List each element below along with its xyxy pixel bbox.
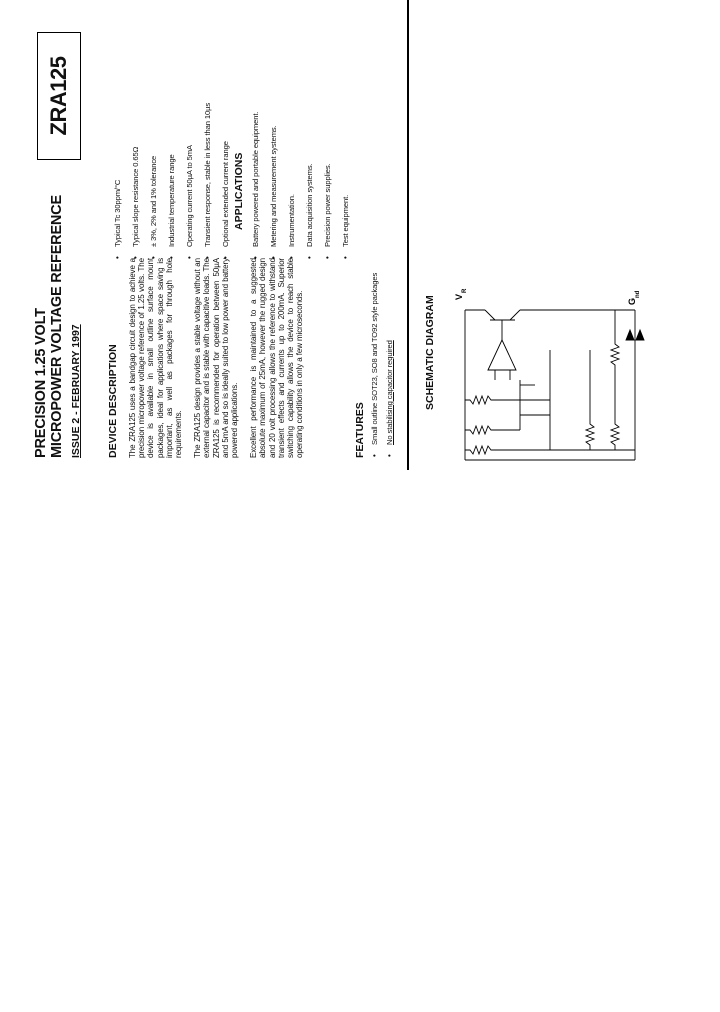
spec-item: • Optional extended current range bbox=[221, 0, 230, 260]
title-line-2: MICROPOWER VOLTAGE REFERENCE bbox=[49, 195, 65, 458]
diode bbox=[626, 330, 634, 340]
application-item: • Test equipment. bbox=[341, 0, 350, 260]
vr-label: V bbox=[454, 293, 464, 300]
desc-paragraph-1: The ZRA125 uses a bandgap circuit design to achieve a precision micropower voltage reference of 1.25 volts. The device is available in small outline surface mount packages, ideal for applications where space saving is important, as well as packages for through hole requirements. bbox=[128, 258, 184, 458]
spec-item: • ± 3%, 2% and 1% tolerance bbox=[149, 0, 158, 260]
schematic-heading: SCHEMATIC DIAGRAM bbox=[424, 295, 436, 410]
feature-item: • No stabilising capacitor required bbox=[385, 268, 394, 458]
resistor bbox=[586, 410, 594, 450]
desc-paragraph-3: Excellent performance is maintained to a suggested absolute maximum of 25mA, however the rugged design and 20 volt processing allows the reference to withstand transient effects and currents up to 200mA. Superior switching capability allows the device to reach stable operating conditions in only a few microseconds. bbox=[249, 258, 305, 458]
divider-line bbox=[407, 0, 409, 470]
applications-heading: APPLICATIONS bbox=[233, 152, 245, 230]
diode bbox=[636, 330, 644, 340]
application-item: • Precision power supplies. bbox=[323, 0, 332, 260]
resistor bbox=[465, 396, 500, 404]
gnd-label-sub: nd bbox=[635, 290, 641, 298]
spec-item: • Typical Tc 30ppm/°C bbox=[113, 0, 122, 260]
title-line-1: PRECISION 1.25 VOLT bbox=[33, 308, 49, 458]
resistor bbox=[611, 410, 619, 450]
applications-list bbox=[251, 0, 350, 260]
application-item: • Instrumentation. bbox=[287, 0, 296, 260]
device-description-body bbox=[128, 258, 304, 458]
resistor bbox=[465, 446, 500, 454]
application-item: • Battery powered and portable equipment. bbox=[251, 0, 260, 260]
application-item: • Data acquisition systems. bbox=[305, 0, 314, 260]
resistor bbox=[611, 330, 619, 370]
desc-paragraph-2: The ZRA125 design provides a stable voltage without an external capacitor and is stable with capacitive loads. The ZRA125 is recommended for operation between 50µA and 5mA and so is ideally suited to low power and battery powered applications. bbox=[193, 258, 240, 458]
spec-item: • Transient response, stable in less than 10µs bbox=[203, 0, 212, 260]
features-list bbox=[370, 268, 394, 458]
vr-label-sub: R bbox=[462, 288, 468, 293]
application-item: • Metering and measurement systems. bbox=[269, 0, 278, 260]
part-number-box bbox=[37, 32, 81, 160]
features-heading: FEATURES bbox=[354, 402, 366, 458]
gnd-label: G bbox=[627, 297, 637, 305]
feature-item: • Small outline SOT23, SO8 and TO92 style packages bbox=[370, 268, 379, 458]
part-number: ZRA125 bbox=[46, 56, 71, 136]
specs-list bbox=[113, 0, 230, 260]
device-description-heading: DEVICE DESCRIPTION bbox=[107, 344, 119, 458]
schematic-diagram bbox=[440, 0, 640, 470]
resistor bbox=[465, 426, 500, 434]
op-amp bbox=[488, 340, 516, 370]
rotated-page bbox=[0, 0, 720, 470]
spec-item: • Operating current 50µA to 5mA bbox=[185, 0, 194, 260]
spec-item: • Industrial temperature range bbox=[167, 0, 176, 260]
issue-date: ISSUE 2 - FEBRUARY 1997 bbox=[70, 324, 82, 458]
spec-item: • Typical slope resistance 0.65Ω bbox=[131, 0, 140, 260]
